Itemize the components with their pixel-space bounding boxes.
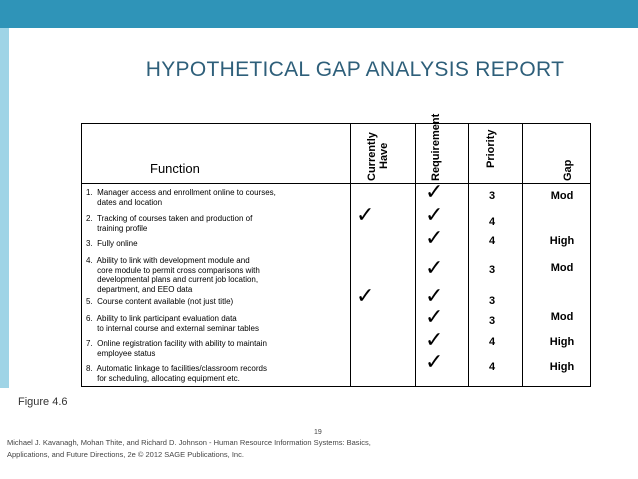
gap-analysis-table [81,113,591,387]
priority-cell: 4 [488,361,496,373]
requirement-check-icon: ✓ [425,203,444,228]
requirement-check-icon: ✓ [425,180,444,205]
currently-have-header: Currently [366,132,378,181]
gap-cell: High [549,361,575,373]
column-divider [468,124,469,386]
function-cell: 6. Ability to link participant evaluation data to internal course and external seminar tables [86,314,259,333]
citation [7,437,447,461]
requirement-check-icon: ✓ [425,305,444,330]
function-header: Function [150,161,200,176]
top-accent-bar [0,0,638,28]
priority-cell: 4 [488,235,496,247]
gap-header: Gap [562,159,574,181]
function-cell: 2. Tracking of courses taken and production of training profile [86,214,253,233]
column-divider [350,124,351,386]
priority-cell: 3 [488,315,496,327]
gap-cell: Mod [550,311,574,323]
requirement-check-icon: ✓ [425,284,444,309]
function-cell: 1. Manager access and enrollment online to courses, dates and location [86,188,276,207]
function-cell: 5. Course content available (not just title) [86,297,234,306]
gap-cell: Mod [550,190,574,202]
side-accent-bar [0,28,9,388]
column-divider [415,124,416,386]
requirement-header: Requirement [430,113,442,181]
gap-cell: High [549,336,575,348]
citation-line: Michael J. Kavanagh, Mohan Thite, and Richard D. Johnson - Human Resource Information Systems: Basics, [7,438,371,447]
page-number: 19 [314,429,322,436]
column-divider [522,124,523,386]
gap-cell: High [549,235,575,247]
slide-title: HYPOTHETICAL GAP ANALYSIS REPORT [145,58,565,81]
priority-cell: 3 [488,264,496,276]
priority-cell: 4 [488,216,496,228]
header-divider [82,183,590,184]
figure-label: Figure 4.6 [18,396,68,408]
priority-cell: 4 [488,336,496,348]
function-cell: 4. Ability to link with development module and core module to permit cross comparisons with developmental plans and current job location, department, and EEO data [86,256,260,294]
gap-cell: Mod [550,262,574,274]
priority-cell: 3 [488,295,496,307]
currently-have-check-icon: ✓ [356,284,375,309]
priority-header: Priority [485,129,497,168]
citation-line: Applications, and Future Directions, 2e © 2012 SAGE Publications, Inc. [7,450,244,459]
priority-cell: 3 [488,190,496,202]
currently-have-header-line2: Have [378,142,390,169]
currently-have-check-icon: ✓ [356,203,375,228]
requirement-check-icon: ✓ [425,256,444,281]
function-cell: 8. Automatic linkage to facilities/classroom records for scheduling, allocating equipment etc. [86,364,267,383]
requirement-check-icon: ✓ [425,328,444,353]
function-cell: 3. Fully online [86,239,138,248]
requirement-check-icon: ✓ [425,350,444,375]
function-cell: 7. Online registration facility with ability to maintain employee status [86,339,267,358]
requirement-check-icon: ✓ [425,226,444,251]
